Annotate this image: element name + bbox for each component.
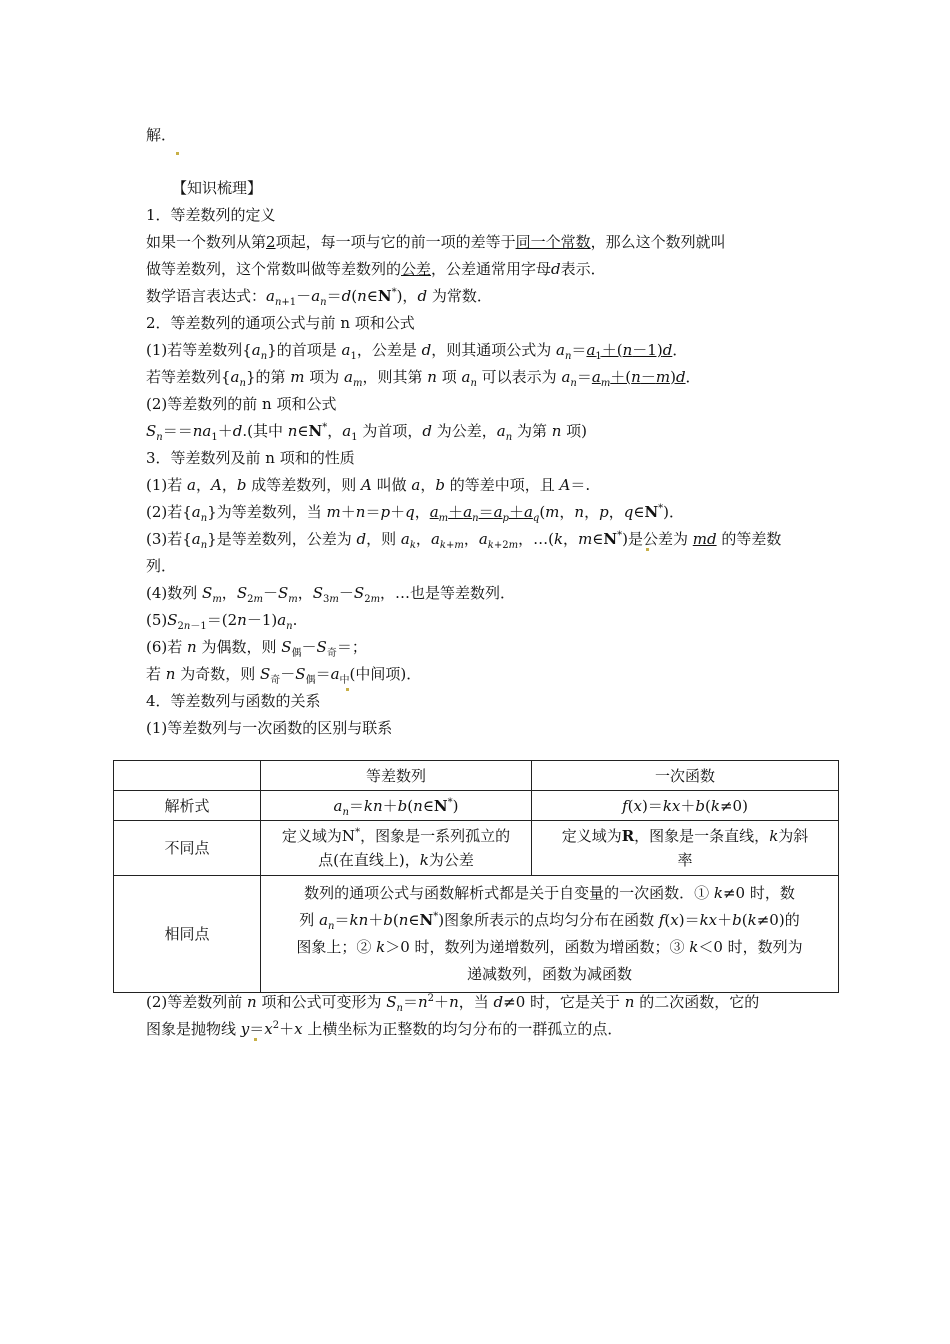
math-expression-line: 数学语言表达式：$a_{n+1}-a_n=d(n\in N^*)$，d 为常数． — [146, 287, 492, 308]
speck-mark — [346, 688, 349, 691]
section-4-subtitle: (1)等差数列与一次函数的区别与联系 — [146, 719, 393, 737]
general-term-line: (1)若等差数列$\{a_n\}$的首项是 $a_1$，公差是 d，则其通项公式为 $a_n=a_1+(n-1)d$． — [146, 341, 688, 362]
sum-formula-title: (2)等差数列的前 n 项和公式 — [146, 395, 337, 413]
table-header-row — [114, 761, 839, 791]
definition-line-1: 如果一个数列从第2项起，每一项与它的前一项的差等于同一个常数，那么这个数列就叫 — [146, 233, 726, 251]
property-3: (3)若$\{a_n\}$是等差数列，公差为 d，则 $a_k$，$a_{k+m}$，$a_{k+2m}$，…(k，m∈N*)是公差为 md 的等差数 — [146, 530, 782, 551]
row-label: 不同点 — [114, 821, 261, 876]
speck-mark — [646, 548, 649, 551]
property-4: (4)数列 $S_m$，$S_{2m}-S_m$，$S_{3m}-S_{2m}$，…也是等差数列． — [146, 584, 516, 605]
property-1: (1)若 a，A，b 成等差数列，则 A 叫做 a，b 的等差中项，且 A＝. — [146, 476, 591, 494]
property-2: (2)若$\{a_n\}$为等差数列，当 m＋n＝p＋q，$a_m+a_n=a_p+a_q(m$，n，p，q∈N*)． — [146, 503, 685, 524]
speck-mark — [176, 152, 179, 155]
table-row — [114, 791, 839, 821]
table-row — [114, 821, 839, 876]
table-header-cell: 一次函数 — [532, 761, 839, 791]
row-label: 解析式 — [114, 791, 261, 821]
table-cell: f(x)＝kx＋b(k≠0) — [532, 791, 839, 821]
table-cell: 定义域为N*，图象是一系列孤立的 点(在直线上)，k为公差 — [261, 821, 532, 876]
property-3-cont: 列． — [146, 557, 177, 575]
table-header-cell — [114, 761, 261, 791]
section-3-title: 3．等差数列及前 n 项和的性质 — [146, 449, 355, 467]
text-line: 解． — [146, 126, 177, 144]
table-cell: 数列的通项公式与函数解析式都是关于自变量的一次函数．① k≠0 时，数 列 $a_n=kn+b(n\in N^*)$图象所表示的点均匀分布在函数 f(x)＝kx＋b(k≠0)的 图象上；② k＞0 时，数列为递增数列，函数为增函数；③ k＜0 时，数列为 递减数列，函数为减函数 — [261, 875, 839, 992]
property-5: $(5)S_{2n-1}=(2n-1)a_n$. — [146, 611, 298, 632]
section-4-title: 4．等差数列与函数的关系 — [146, 692, 321, 710]
definition-line-2: 做等差数列，这个常数叫做等差数列的公差，公差通常用字母d表示． — [146, 260, 606, 278]
property-6: (6)若 n 为偶数，则 $S_偶-S_奇=$； — [146, 638, 367, 659]
section-heading: 【知识梳理】 — [172, 179, 263, 197]
section-1-title: 1．等差数列的定义 — [146, 206, 276, 224]
section-2-title: 2．等差数列的通项公式与前 n 项和公式 — [146, 314, 415, 332]
row-label: 相同点 — [114, 875, 261, 992]
general-term-line-2: 若等差数列$\{a_n\}$的第 m 项为 $a_m$，则其第 n 项 $a_n$ 可以表示为 $a_n=a_m+(n-m)d$． — [146, 368, 701, 389]
table-cell: 定义域为R，图象是一条直线，k为斜 率 — [532, 821, 839, 876]
sum-quadratic-line: (2)等差数列前 n 项和公式可变形为 $S_n=n^2+n$，当 d≠0 时，它是关于 n 的二次函数，它的 — [146, 993, 760, 1014]
speck-mark — [254, 1038, 257, 1041]
property-6-odd: 若 n 为奇数，则 $S_奇-S_偶=a_中$(中间项)． — [146, 665, 422, 686]
comparison-table — [113, 760, 839, 993]
table-cell: $a_n=kn+b(n\in N^*)$ — [261, 791, 532, 821]
sum-formula-line: $S_n==na_1+d$.(其中 n∈N*，$a_1$ 为首项，d 为公差，$a_n$ 为第 n 项) — [146, 422, 588, 443]
table-row — [114, 875, 839, 992]
table-header-cell: 等差数列 — [261, 761, 532, 791]
sum-quadratic-line-2: 图象是抛物线 $y=x^2+x$ 上横坐标为正整数的均匀分布的一群孤立的点． — [146, 1020, 623, 1038]
